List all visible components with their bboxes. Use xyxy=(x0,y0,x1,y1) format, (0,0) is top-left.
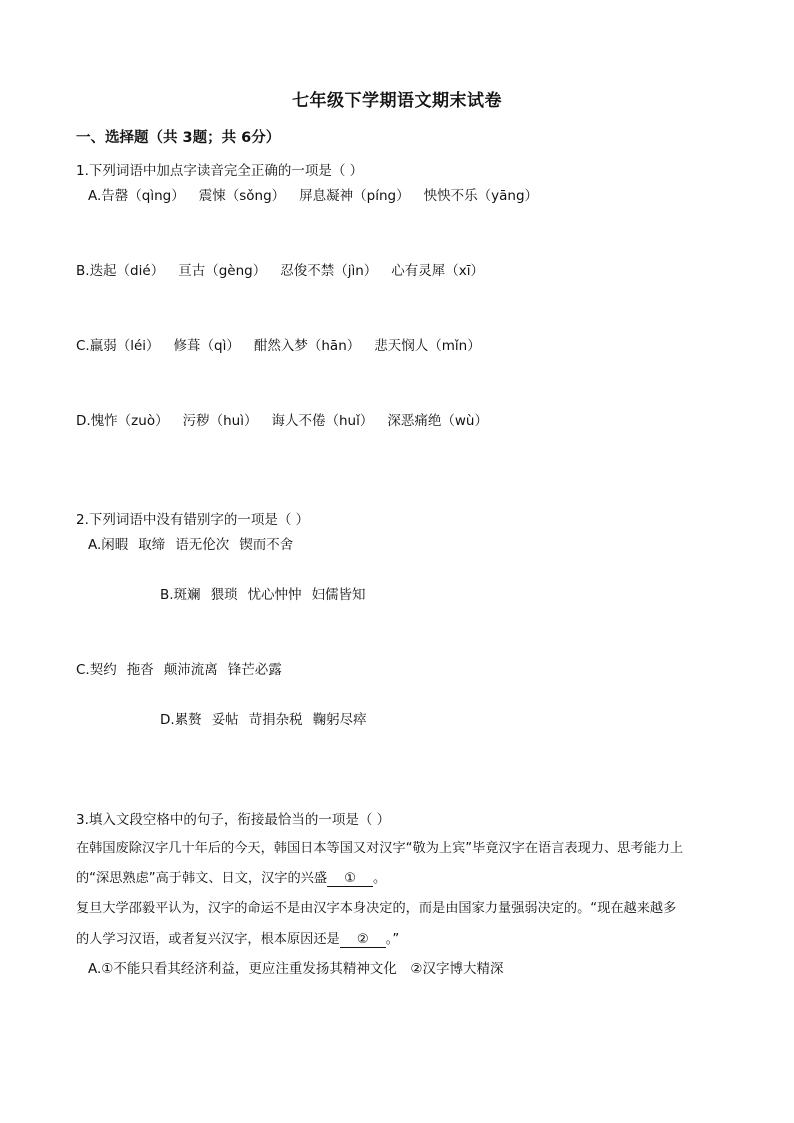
paragraph-text: 。 xyxy=(373,871,387,886)
option-item: 猥琐 xyxy=(210,587,238,603)
option-item: 锲而不舍 xyxy=(239,537,294,553)
option-item: 忍俊不禁（jìn） xyxy=(280,263,378,279)
question-1-option-b xyxy=(76,262,484,280)
section-heading: 一、选择题（共 3题；共 6分） xyxy=(76,130,281,146)
question-2-option-d xyxy=(160,711,367,729)
option-text: ①不能只看其经济利益，更应注重发扬其精神文化 ②汉字博大精深 xyxy=(101,961,504,977)
option-item: 怏怏不乐（yāng） xyxy=(423,188,539,204)
option-item: 诲人不倦（huǐ） xyxy=(271,413,374,429)
option-item: 羸弱（léi） xyxy=(89,338,160,354)
option-item: 苛捐杂税 xyxy=(248,712,303,728)
paragraph-text: 的人学习汉语，或者复兴汉字，根本原因还是 xyxy=(76,932,340,947)
option-label: A. xyxy=(88,537,102,553)
option-item: 深恶痛绝（wù） xyxy=(387,413,488,429)
option-item: 酣然入梦（hān） xyxy=(253,338,361,354)
question-1-stem: 1.下列词语中加点字读音完全正确的一项是（ ） xyxy=(76,163,364,179)
question-2-option-b xyxy=(160,586,366,604)
option-item: 累赘 xyxy=(174,712,202,728)
question-2-option-c xyxy=(76,661,282,679)
option-item: 心有灵犀（xī） xyxy=(391,263,485,279)
question-3-stem: 3.填入文段空格中的句子，衔接最恰当的一项是（ ） xyxy=(76,812,391,828)
option-item: 震悚（sǒng） xyxy=(198,188,286,204)
option-item: 修葺（qì） xyxy=(173,338,240,354)
option-item: 妥帖 xyxy=(211,712,239,728)
option-item: 污秽（huì） xyxy=(182,413,258,429)
question-3-paragraph-1-line-1: 在韩国废除汉字几十年后的今天，韩国日本等国又对汉字“敬为上宾”毕竟汉字在语言表现力、思考能力上 xyxy=(76,841,684,856)
paragraph-text: 的“深思熟虑”高于韩文、日文，汉字的兴盛 xyxy=(76,871,328,886)
question-1-option-d xyxy=(76,412,488,430)
option-label: C. xyxy=(76,338,90,354)
option-item: 告罄（qìng） xyxy=(101,188,185,204)
option-item: 妇儒皆知 xyxy=(311,587,366,603)
question-2-stem: 2.下列词语中没有错别字的一项是（ ） xyxy=(76,512,310,528)
question-2-option-a xyxy=(88,536,293,554)
option-item: 契约 xyxy=(89,662,117,678)
page-title: 七年级下学期语文期末试卷 xyxy=(292,91,502,111)
option-label: D. xyxy=(76,413,91,429)
paragraph-text: 。” xyxy=(385,932,400,947)
option-item: 语无伦次 xyxy=(175,537,230,553)
option-item: 锋芒必露 xyxy=(227,662,282,678)
option-item: 悲天悯人（mǐn） xyxy=(374,338,481,354)
option-item: 闲暇 xyxy=(101,537,129,553)
option-label: A. xyxy=(88,961,102,977)
option-item: 亘古（gèng） xyxy=(178,263,267,279)
fill-blank-1: ① xyxy=(327,871,373,887)
question-3-option-a xyxy=(88,960,504,978)
option-label: B. xyxy=(76,263,90,279)
option-item: 鞠躬尽瘁 xyxy=(312,712,367,728)
option-label: B. xyxy=(160,587,174,603)
option-label: C. xyxy=(76,662,90,678)
option-item: 拖沓 xyxy=(126,662,154,678)
option-item: 屏息凝神（píng） xyxy=(299,188,410,204)
question-1-option-c xyxy=(76,337,481,355)
option-item: 忧心忡忡 xyxy=(247,587,302,603)
option-item: 愧怍（zuò） xyxy=(90,413,169,429)
question-3-paragraph-2-line-1: 复旦大学邵毅平认为，汉字的命运不是由汉字本身决定的，而是由国家力量强弱决定的。“现在越来越多 xyxy=(76,901,677,916)
option-label: A. xyxy=(88,188,102,204)
question-1-option-a xyxy=(88,187,538,205)
fill-blank-2: ② xyxy=(340,932,386,948)
question-3-paragraph-1-line-2 xyxy=(76,870,386,888)
option-item: 迭起（dié） xyxy=(89,263,165,279)
option-item: 斑斓 xyxy=(173,587,201,603)
question-3-paragraph-2-line-2 xyxy=(76,931,399,949)
option-label: D. xyxy=(160,712,175,728)
option-item: 颠沛流离 xyxy=(163,662,218,678)
option-item: 取缔 xyxy=(138,537,166,553)
